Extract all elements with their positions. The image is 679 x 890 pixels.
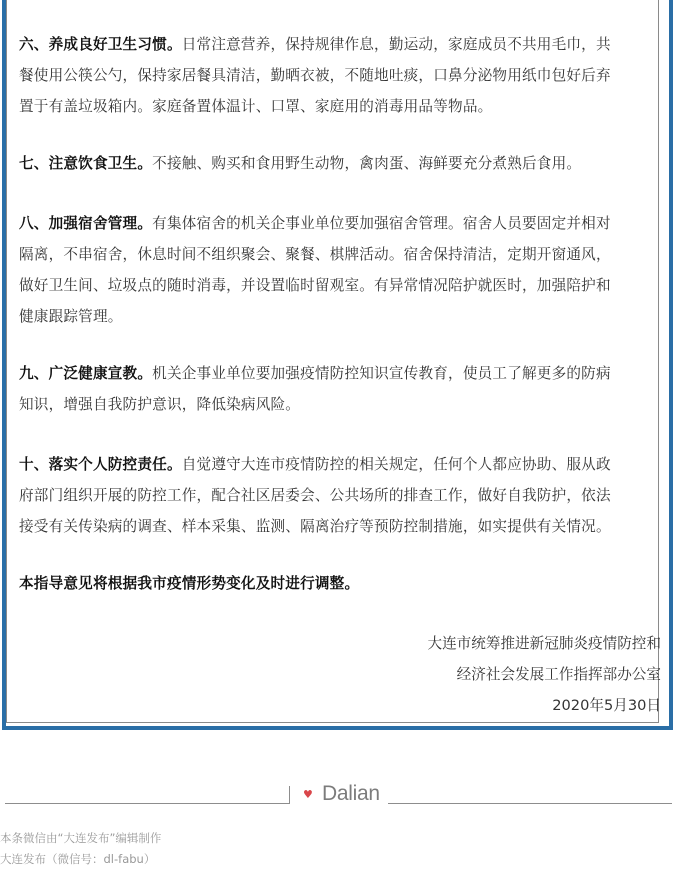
signature-org-line1: 大连市统筹推进新冠肺炎疫情防控和 [427,635,661,652]
signature-block [427,628,661,721]
paragraph-text: 有集体宿舍的机关企事业单位要加强宿舍管理。宿舍人员要固定并相对 [152,215,611,232]
logo-line-right [388,803,672,804]
paragraph-heading: 八、加强宿舍管理。 [19,215,153,232]
signature-date: 2020年5月30日 [552,697,661,714]
footer-credit: 本条微信由“大连发布”编辑制作 [0,831,162,845]
paragraph-heading: 九、广泛健康宣教。 [19,365,153,382]
logo-word: Dalian [322,782,380,805]
closing-statement [19,568,663,599]
paragraph-heading: 七、注意饮食卫生。 [19,155,153,172]
paragraph-text: 做好卫生间、垃圾点的随时消毒，并设置临时留观室。有异常情况陪护就医时，加强陪护和 [19,277,611,294]
paragraph-text: 餐使用公筷公勺，保持家居餐具清洁，勤晒衣被，不随地吐痰，口鼻分泌物用纸巾包好后弃 [19,67,611,84]
paragraph-text: 接受有关传染病的调查、样本采集、监测、隔离治疗等预防控制措施，如实提供有关情况。 [19,518,611,535]
paragraph-heading: 六、养成良好卫生习惯。 [19,36,182,53]
signature-org-line2: 经济社会发展工作指挥部办公室 [456,666,661,683]
paragraph-text: 自觉遵守大连市疫情防控的相关规定，任何个人都应协助、服从政 [181,456,611,473]
paragraph-9 [19,358,663,420]
paragraph-text: 不接触、购买和食用野生动物，禽肉蛋、海鲜要充分煮熟后食用。 [152,155,582,172]
paragraph-8 [19,208,663,332]
paragraph-text: 隔离，不串宿舍，休息时间不组织聚会、聚餐、棋牌活动。宿舍保持清洁，定期开窗通风， [19,246,611,263]
paragraph-text: 置于有盖垃圾箱内。家庭备置体温计、口罩、家庭用的消毒用品等物品。 [19,98,493,115]
paragraph-7 [19,148,663,179]
paragraph-text: 知识，增强自我防护意识，降低染病风险。 [19,396,301,413]
paragraph-heading: 十、落实个人防控责任。 [19,456,182,473]
paragraph-text: 机关企事业单位要加强疫情防控知识宣传教育，使员工了解更多的防病 [152,365,611,382]
footer-account: 大连发布（微信号：dl-fabu） [0,852,156,866]
logo-i-bar [289,786,290,804]
i-love-dalian-logo [0,780,679,810]
paragraph-6 [19,29,663,122]
paragraph-text: 日常注意营养，保持规律作息，勤运动，家庭成员不共用毛巾，共 [181,36,611,53]
logo-line-left [5,803,290,804]
paragraph-text: 健康跟踪管理。 [19,308,123,325]
paragraph-text: 府部门组织开展的防控工作，配合社区居委会、公共场所的排查工作，做好自我防护，依法 [19,487,611,504]
closing-text: 本指导意见将根据我市疫情形势变化及时进行调整。 [19,575,360,592]
paragraph-10 [19,449,663,542]
heart-icon: ♥ [303,788,313,801]
